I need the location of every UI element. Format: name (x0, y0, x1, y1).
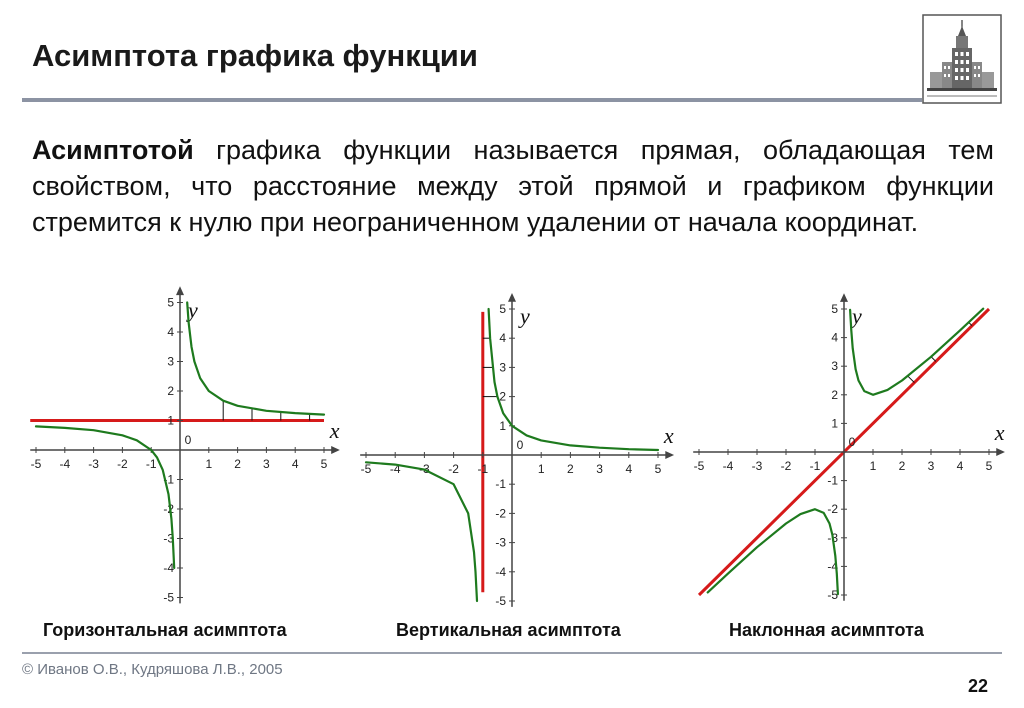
x-tick-label: 5 (654, 462, 662, 476)
vertical-asymptote-graph (360, 295, 690, 615)
y-axis-label: y (188, 297, 198, 323)
x-tick-label: 4 (291, 457, 299, 471)
y-tick-label: 5 (831, 302, 838, 316)
x-tick-label: -1 (477, 462, 489, 476)
x-tick-label: 1 (537, 462, 545, 476)
x-tick-label: -2 (448, 462, 459, 476)
y-tick-label: -2 (827, 502, 838, 517)
y-tick-label: -4 (163, 561, 174, 575)
y-axis-arrow (508, 293, 516, 302)
y-axis-label: y (852, 303, 862, 329)
curve-branch-2 (489, 309, 658, 450)
x-tick-label: 3 (596, 462, 603, 476)
distance-marker (908, 376, 915, 383)
origin-label: 0 (516, 438, 524, 452)
x-tick-label: 2 (234, 457, 241, 471)
x-tick-label: -2 (780, 459, 792, 473)
y-axis-arrow (840, 293, 848, 302)
y-tick-label: 5 (499, 302, 506, 316)
oblique-asymptote-graph (695, 295, 1005, 610)
y-tick-label: 1 (167, 413, 174, 428)
x-tick-label: -4 (59, 457, 71, 471)
x-tick-label: 3 (927, 459, 935, 473)
x-axis-label: x (994, 420, 1005, 445)
y-tick-label: 4 (499, 331, 506, 346)
origin-label: 0 (184, 433, 192, 447)
curve-branch-1 (36, 426, 174, 568)
x-tick-label: 5 (320, 457, 328, 471)
x-tick-label: -5 (360, 462, 372, 476)
university-building-icon (922, 14, 1002, 104)
curve-branch-1 (366, 462, 477, 601)
y-tick-label: -3 (495, 535, 506, 550)
y-tick-label: -2 (495, 506, 506, 521)
x-tick-label: 2 (567, 462, 574, 476)
page-number: 22 (968, 676, 989, 696)
x-tick-label: -3 (419, 462, 430, 476)
x-axis-arrow (331, 446, 340, 454)
y-tick-label: 3 (499, 360, 506, 375)
y-tick-label: -3 (163, 531, 174, 546)
footer-divider (22, 652, 1002, 654)
x-tick-label: 5 (985, 459, 993, 473)
definition-body: графика функции называется прямая, обладающая тем свойством, что расстояние между этой прямой и графиком функции стремится к нулю при неограниченном удалении от начала координат. (32, 135, 994, 237)
y-tick-label: -1 (827, 473, 838, 488)
x-axis-arrow (665, 451, 674, 459)
x-tick-label: 2 (898, 459, 906, 473)
definition-text (32, 132, 994, 240)
y-tick-label: 1 (831, 416, 838, 431)
y-axis-label: y (520, 303, 530, 329)
origin-label: 0 (848, 435, 856, 449)
x-tick-label: -5 (693, 459, 705, 473)
y-tick-label: -2 (163, 502, 174, 516)
y-tick-label: -1 (163, 472, 174, 487)
x-tick-label: -3 (88, 457, 99, 471)
y-tick-label: -5 (827, 588, 838, 602)
y-tick-label: 2 (167, 384, 174, 398)
vertical-asymptote-caption: Вертикальная асимптота (396, 620, 621, 640)
horizontal-asymptote-caption: Горизонтальная асимптота (43, 620, 287, 640)
slide-title: Асимптота графика функции (32, 38, 478, 73)
curve-branch-2 (187, 303, 324, 415)
y-tick-label: 5 (167, 295, 174, 310)
y-tick-label: 4 (167, 325, 174, 339)
y-tick-label: 3 (167, 354, 174, 369)
y-tick-label: -5 (163, 590, 174, 605)
x-axis-label: x (329, 418, 340, 443)
y-tick-label: 3 (831, 359, 838, 374)
x-tick-label: 1 (869, 459, 877, 473)
x-tick-label: 4 (625, 462, 633, 476)
x-tick-label: -2 (117, 457, 128, 471)
x-tick-label: -5 (30, 457, 42, 471)
y-tick-label: -1 (495, 477, 506, 492)
y-tick-label: -5 (495, 594, 506, 608)
y-tick-label: -4 (495, 564, 506, 579)
y-tick-label: -4 (827, 559, 838, 574)
y-tick-label: 2 (499, 389, 506, 404)
horizontal-asymptote-graph (20, 285, 355, 615)
y-tick-label: 4 (831, 330, 838, 345)
y-tick-label: -3 (827, 530, 838, 545)
oblique-asymptote-caption: Наклонная асимптота (729, 620, 924, 640)
x-tick-label: 1 (205, 457, 213, 471)
x-axis-label: x (663, 423, 674, 448)
title-divider (22, 98, 922, 102)
x-tick-label: 3 (263, 457, 270, 471)
x-axis-arrow (996, 448, 1005, 456)
y-tick-label: 2 (831, 387, 838, 402)
y-tick-label: 1 (499, 418, 506, 433)
y-axis-arrow (176, 286, 184, 295)
x-tick-label: -4 (722, 459, 734, 473)
x-tick-label: -1 (809, 459, 821, 473)
x-tick-label: -4 (389, 462, 401, 476)
x-tick-label: -3 (751, 459, 763, 473)
copyright-text: © Иванов О.В., Кудряшова Л.В., 2005 (22, 661, 283, 678)
definition-term: Асимптотой (32, 135, 194, 165)
x-tick-label: 4 (956, 459, 964, 473)
x-tick-label: -1 (145, 457, 157, 471)
